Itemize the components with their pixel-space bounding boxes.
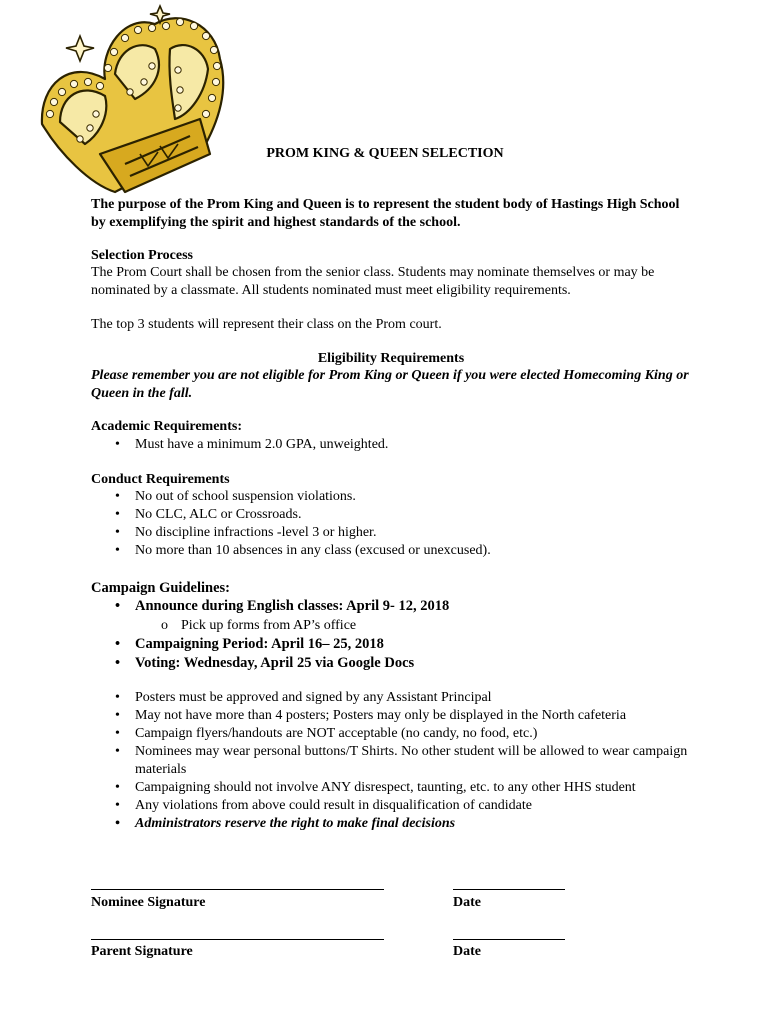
list-item: • Administrators reserve the right to make final decisions (91, 815, 691, 833)
list-item: • Any violations from above could result in disqualification of candidate (91, 797, 691, 815)
selection-process-text: The Prom Court shall be chosen from the senior class. Students may nominate themselves or may be nominated by a classmate. All students nominated must meet eligibility requirements. (91, 265, 655, 298)
rules-list (91, 689, 691, 833)
list-item: o Pick up forms from AP’s office (91, 616, 691, 635)
campaign-heading: Campaign Guidelines: (91, 580, 230, 596)
list-item: • Campaigning should not involve ANY disrespect, taunting, etc. to any other HHS student (91, 779, 691, 797)
document-title: PROM KING & QUEEN SELECTION (266, 146, 504, 161)
selection-process-heading: Selection Process (91, 248, 193, 263)
nominee-date-label: Date (453, 895, 481, 910)
list-item: • No more than 10 absences in any class (excused or unexcused). (91, 542, 691, 560)
conduct-heading: Conduct Requirements (91, 472, 230, 487)
eligibility-note: Please remember you are not eligible for Prom King or Queen if you were elected Homecoming King or Queen in the fall. (91, 368, 689, 401)
crown-image (30, 4, 245, 199)
conduct-list (91, 488, 691, 560)
list-item: • No out of school suspension violations. (91, 488, 691, 506)
academic-list (91, 436, 691, 454)
top-three-text: The top 3 students will represent their class on the Prom court. (91, 317, 442, 332)
list-item: • Nominees may wear personal buttons/T Shirts. No other student will be allowed to wear campaign materials (91, 743, 691, 779)
list-item: • No discipline infractions -level 3 or higher. (91, 524, 691, 542)
list-item: • Voting: Wednesday, April 25 via Google Docs (91, 654, 691, 673)
list-item: • Campaigning Period: April 16– 25, 2018 (91, 635, 691, 654)
list-item: • May not have more than 4 posters; Posters may only be displayed in the North cafeteria (91, 707, 691, 725)
parent-signature-label: Parent Signature (91, 944, 193, 959)
nominee-signature-label: Nominee Signature (91, 895, 206, 910)
campaign-list (91, 597, 691, 673)
parent-date-label: Date (453, 944, 481, 959)
list-item: • No CLC, ALC or Crossroads. (91, 506, 691, 524)
list-item: • Campaign flyers/handouts are NOT acceptable (no candy, no food, etc.) (91, 725, 691, 743)
list-item: • Announce during English classes: April 9- 12, 2018 (91, 597, 691, 616)
parent-signature-line[interactable] (91, 939, 384, 940)
academic-heading: Academic Requirements: (91, 419, 242, 434)
nominee-date-line[interactable] (453, 889, 565, 890)
list-item: • Posters must be approved and signed by any Assistant Principal (91, 689, 691, 707)
nominee-signature-line[interactable] (91, 889, 384, 890)
parent-date-line[interactable] (453, 939, 565, 940)
purpose-statement: The purpose of the Prom King and Queen is to represent the student body of Hastings High School by exemplifying the spirit and highest standards of the school. (91, 197, 680, 230)
list-item: • Must have a minimum 2.0 GPA, unweighted. (91, 436, 691, 454)
eligibility-heading: Eligibility Requirements (317, 351, 465, 366)
